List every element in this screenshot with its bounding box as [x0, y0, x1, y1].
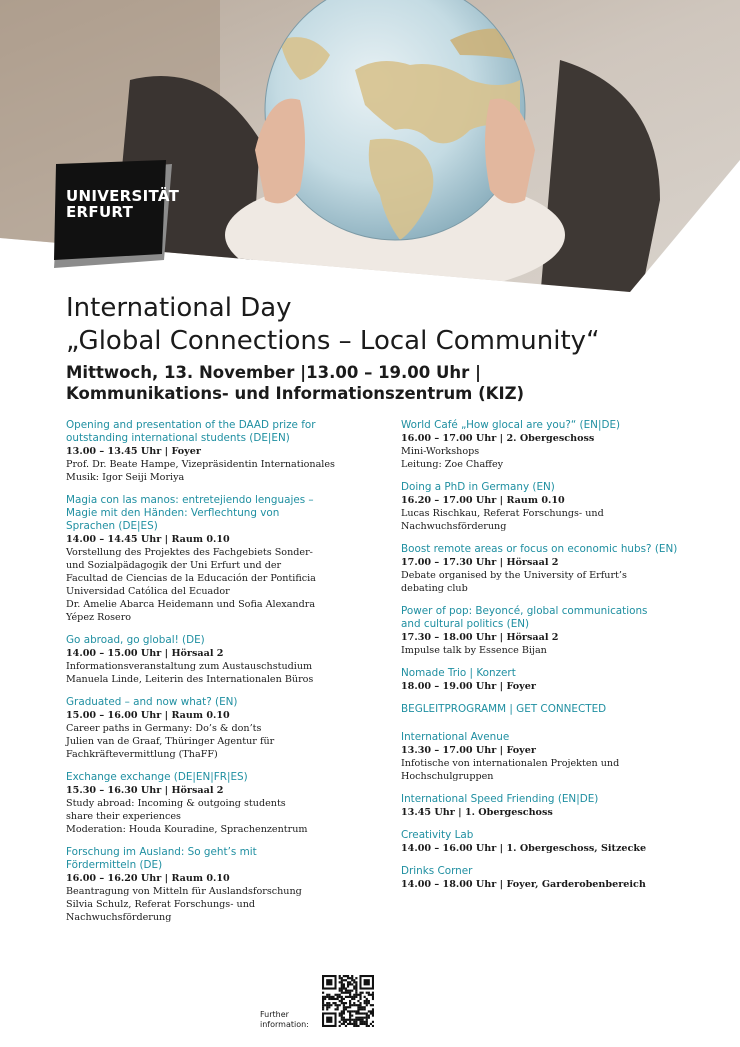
qr-code-icon[interactable] — [322, 975, 374, 1027]
event-item — [401, 419, 701, 471]
event-item — [401, 667, 701, 693]
event-title: Drinks Corner — [401, 865, 473, 877]
program-left-column — [66, 419, 366, 934]
event-item — [401, 731, 701, 783]
event-details: Lucas Rischkau, Referat Forschungs- und Nachwuchsförderung — [401, 508, 604, 532]
event-details: Impulse talk by Essence Bijan — [401, 645, 547, 656]
event-title: Exchange exchange (DE|EN|FR|ES) — [66, 771, 248, 783]
event-time: 14.00 – 14.45 Uhr | Raum 0.10 — [66, 534, 230, 545]
event-details: Informationsveranstaltung zum Austauschstudium Manuela Linde, Leiterin des Internationalen Büros — [66, 661, 314, 685]
event-time: 16.20 – 17.00 Uhr | Raum 0.10 — [401, 495, 565, 506]
event-time: 17.00 – 17.30 Uhr | Hörsaal 2 — [401, 557, 559, 568]
event-time: 14.00 – 15.00 Uhr | Hörsaal 2 — [66, 648, 224, 659]
event-time: 17.30 – 18.00 Uhr | Hörsaal 2 — [401, 632, 559, 643]
event-item — [66, 494, 366, 624]
program-right-column — [401, 419, 701, 901]
event-item — [66, 846, 366, 924]
event-time: 14.00 – 18.00 Uhr | Foyer, Garderobenbereich — [401, 879, 646, 890]
event-item — [401, 605, 701, 657]
event-details: Infotische von internationalen Projekten und Hochschulgruppen — [401, 758, 620, 782]
event-time: 16.00 – 17.00 Uhr | 2. Obergeschoss — [401, 433, 595, 444]
event-details: Prof. Dr. Beate Hampe, Vizepräsidentin Internationales Musik: Igor Seiji Moriya — [66, 459, 335, 483]
event-title: Creativity Lab — [401, 829, 474, 841]
event-item — [401, 865, 701, 891]
event-title: Nomade Trio | Konzert — [401, 667, 516, 679]
event-venue: Kommunikations- und Informationszentrum (KIZ) — [66, 384, 525, 403]
logo-line-1: UNIVERSITÄT — [66, 187, 180, 205]
event-title: Doing a PhD in Germany (EN) — [401, 481, 555, 493]
event-item — [401, 481, 701, 533]
event-time: 16.00 – 16.20 Uhr | Raum 0.10 — [66, 873, 230, 884]
event-title: International Avenue — [401, 731, 510, 743]
event-details: Beantragung von Mitteln für Auslandsforschung Silvia Schulz, Referat Forschungs- und Nachwuchsförderung — [66, 886, 302, 923]
event-time: 13.30 – 17.00 Uhr | Foyer — [401, 745, 536, 756]
event-title: Boost remote areas or focus on economic hubs? (EN) — [401, 543, 678, 555]
event-time: 15.30 – 16.30 Uhr | Hörsaal 2 — [66, 785, 224, 796]
logo-line-2: ERFURT — [66, 203, 134, 221]
event-item — [401, 793, 701, 819]
event-item — [401, 543, 701, 595]
event-details: Mini-Workshops Leitung: Zoe Chaffey — [401, 446, 504, 470]
page-title: International Day — [66, 293, 292, 323]
university-logo — [54, 160, 180, 270]
event-details: Debate organised by the University of Erfurt’s debating club — [401, 570, 627, 594]
event-details: Vorstellung des Projektes des Fachgebiets Sonder- und Sozialpädagogik der Uni Erfurt und der Facultad de Ciencias de la Educación der Pontificia Universidad Católica del Ecuador Dr. Amelie Abarca Heidemann und Sofia Alexandra Yépez Rosero — [66, 547, 316, 623]
event-details: Career paths in Germany: Do’s & don’ts Julien van de Graaf, Thüringer Agentur für Fachkräftevermittlung (ThaFF) — [66, 723, 275, 760]
event-title: International Speed Friending (EN|DE) — [401, 793, 599, 805]
event-time: 18.00 – 19.00 Uhr | Foyer — [401, 681, 536, 692]
event-time: 15.00 – 16.00 Uhr | Raum 0.10 — [66, 710, 230, 721]
event-title: World Café „How glocal are you?“ (EN|DE) — [401, 419, 621, 431]
event-title: Forschung im Ausland: So geht’s mit Fördermitteln (DE) — [66, 846, 257, 871]
event-item — [66, 696, 366, 761]
event-title: Opening and presentation of the DAAD prize for outstanding international students (DE|EN) — [66, 419, 316, 444]
event-time: 14.00 – 16.00 Uhr | 1. Obergeschoss, Sitzecke — [401, 843, 647, 854]
event-title: Graduated – and now what? (EN) — [66, 696, 238, 708]
event-date-time: Mittwoch, 13. November |13.00 – 19.00 Uhr | — [66, 363, 482, 382]
event-time: 13.00 – 13.45 Uhr | Foyer — [66, 446, 201, 457]
event-title: Magia con las manos: entretejiendo lenguajes – Magie mit den Händen: Verflechtung von Sprachen (DE|ES) — [66, 494, 314, 532]
side-program-heading: BEGLEITPROGRAMM | GET CONNECTED — [401, 703, 607, 715]
event-details: Study abroad: Incoming & outgoing students share their experiences Moderation: Houda Kouradine, Sprachenzentrum — [66, 798, 308, 835]
page-title-motto: „Global Connections – Local Community“ — [66, 326, 600, 356]
event-title: Power of pop: Beyoncé, global communications and cultural politics (EN) — [401, 605, 648, 630]
poster-header — [66, 292, 706, 404]
event-item — [66, 634, 366, 686]
section-heading — [401, 703, 701, 716]
event-title: Go abroad, go global! (DE) — [66, 634, 205, 646]
event-time: 13.45 Uhr | 1. Obergeschoss — [401, 807, 553, 818]
event-item — [401, 829, 701, 855]
event-item — [66, 771, 366, 836]
event-item — [66, 419, 366, 484]
further-information-label: Further information: — [260, 1010, 309, 1029]
